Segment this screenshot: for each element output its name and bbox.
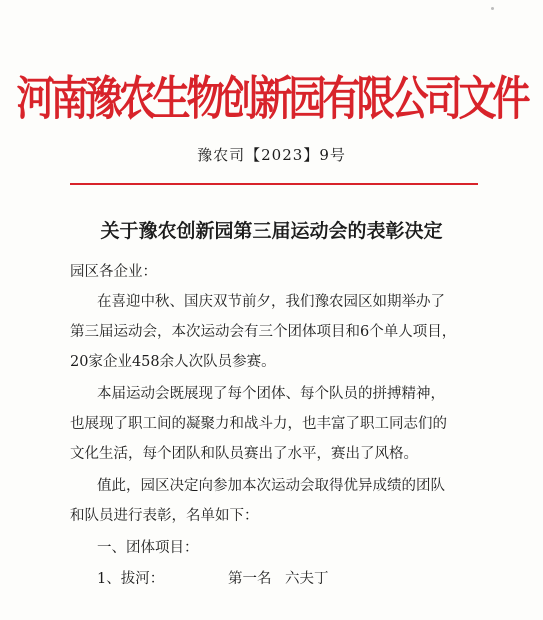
- paragraph-2-line-1: 本届运动会既展现了每个团体、每个队员的拼搏精神，: [97, 386, 445, 402]
- document-number: 豫农司【2023】9号: [197, 146, 346, 164]
- award-winner: 六夫丁: [285, 571, 329, 587]
- paragraph-1-line-1: 在喜迎中秋、国庆双节前夕，我们豫农园区如期举办了: [97, 294, 445, 310]
- award-event: 1、拔河：: [97, 571, 165, 587]
- paragraph-3-line-2: 和队员进行表彰，名单如下：: [70, 508, 259, 524]
- paragraph-1-line-2: 第三届运动会，本次运动会有三个团体项目和6个单人项目，: [70, 324, 457, 340]
- paragraph-2-line-2: 也展现了职工间的凝聚力和战斗力，也丰富了职工同志们的: [70, 416, 447, 432]
- organization-header: 河南豫农生物创新园有限公司文件: [16, 70, 527, 126]
- paragraph-2-line-3: 文化生活，每个团队和队员赛出了水平，赛出了风格。: [70, 446, 418, 462]
- section-heading: 一、团体项目：: [97, 540, 199, 556]
- award-rank: 第一名: [228, 571, 272, 587]
- paragraph-3-line-1: 值此，园区决定向参加本次运动会取得优异成绩的团队: [97, 478, 445, 494]
- scan-speck: [491, 7, 494, 10]
- salutation: 园区各企业：: [70, 264, 157, 280]
- document-title: 关于豫农创新园第三届运动会的表彰决定: [100, 220, 443, 242]
- header-divider: [70, 183, 478, 185]
- paragraph-1-line-3: 20家企业458余人次队员参赛。: [70, 354, 276, 370]
